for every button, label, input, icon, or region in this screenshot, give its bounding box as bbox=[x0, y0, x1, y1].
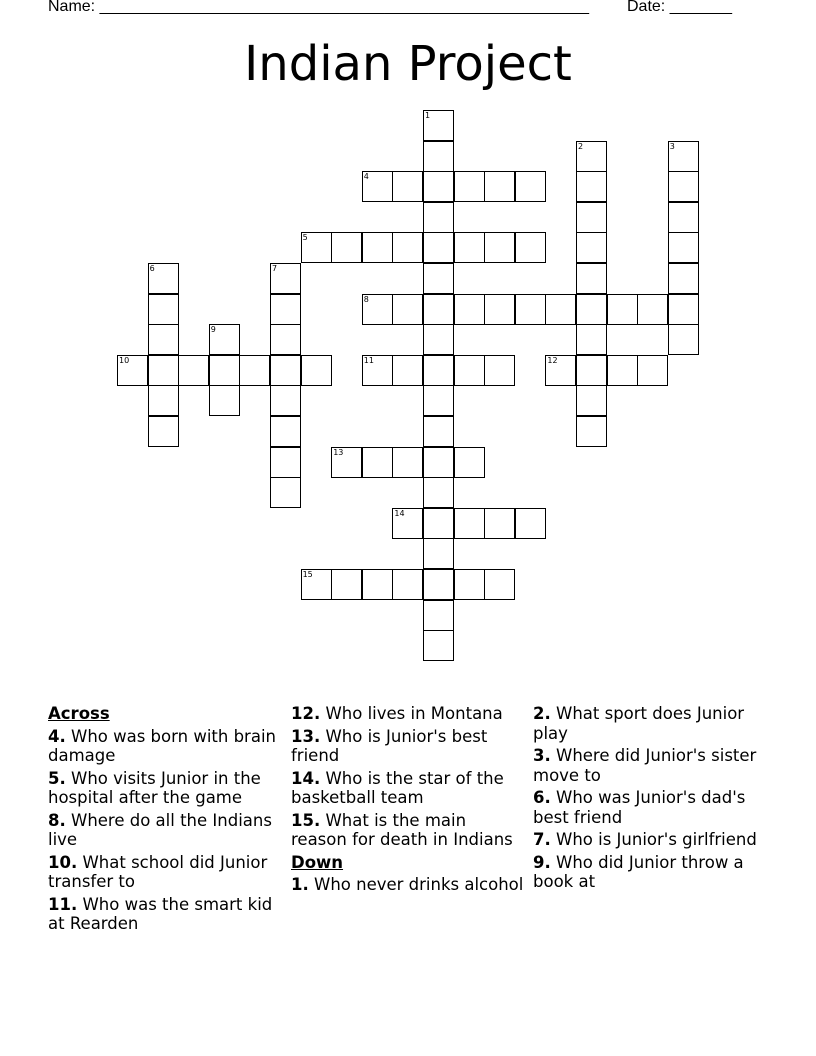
grid-cell[interactable] bbox=[148, 385, 179, 416]
clue-across-8: 8. Where do all the Indians live bbox=[48, 810, 272, 849]
clue-across-4: 4. Who was born with brain damage bbox=[48, 726, 276, 765]
grid-cell[interactable] bbox=[454, 232, 485, 263]
grid-cell[interactable] bbox=[423, 600, 454, 631]
clue-number: 3 bbox=[669, 141, 675, 151]
grid-cell[interactable] bbox=[607, 355, 638, 386]
clue-number: 10 bbox=[119, 355, 130, 365]
grid-cell[interactable] bbox=[668, 202, 699, 233]
grid-cell[interactable] bbox=[270, 324, 301, 355]
grid-cell[interactable] bbox=[484, 355, 515, 386]
grid-cell[interactable] bbox=[484, 569, 515, 600]
date-field-label: Date: _______ bbox=[627, 0, 732, 15]
grid-cell[interactable] bbox=[392, 294, 423, 325]
clue-number: 5 bbox=[302, 233, 308, 243]
clue-across-11: 11. Who was the smart kid at Rearden bbox=[48, 894, 273, 933]
clue-number: 14 bbox=[394, 508, 405, 518]
clue-number: 4 bbox=[363, 172, 369, 182]
clues-column-1 bbox=[48, 704, 284, 937]
grid-cell[interactable] bbox=[607, 294, 638, 325]
grid-cell[interactable] bbox=[270, 477, 301, 508]
grid-cell[interactable] bbox=[270, 416, 301, 447]
grid-cell[interactable] bbox=[576, 385, 607, 416]
grid-cell[interactable] bbox=[423, 324, 454, 355]
grid-cell[interactable] bbox=[423, 447, 454, 478]
clue-down-2: 2. What sport does Junior play bbox=[533, 704, 745, 743]
grid-cell[interactable] bbox=[423, 630, 454, 661]
grid-cell[interactable] bbox=[484, 508, 515, 539]
grid-cell[interactable] bbox=[423, 355, 454, 386]
grid-cell[interactable] bbox=[637, 294, 668, 325]
grid-cell[interactable] bbox=[576, 232, 607, 263]
grid-cell[interactable] bbox=[392, 171, 423, 202]
grid-cell[interactable] bbox=[270, 385, 301, 416]
grid-cell[interactable] bbox=[668, 171, 699, 202]
clues-column-2 bbox=[291, 704, 527, 898]
grid-cell[interactable] bbox=[392, 355, 423, 386]
grid-cell[interactable] bbox=[668, 324, 699, 355]
grid-cell[interactable] bbox=[545, 294, 576, 325]
grid-cell[interactable] bbox=[423, 263, 454, 294]
grid-cell[interactable] bbox=[454, 294, 485, 325]
grid-cell[interactable] bbox=[484, 171, 515, 202]
grid-cell[interactable] bbox=[515, 294, 546, 325]
grid-cell[interactable] bbox=[209, 355, 240, 386]
clue-across-10: 10. What school did Junior transfer to bbox=[48, 852, 268, 891]
grid-cell[interactable] bbox=[423, 538, 454, 569]
grid-cell[interactable] bbox=[668, 294, 699, 325]
clue-across-12: 12. Who lives in Montana bbox=[291, 704, 503, 723]
grid-cell[interactable] bbox=[148, 416, 179, 447]
clue-down-6: 6. Who was Junior's dad's best friend bbox=[533, 788, 746, 827]
grid-cell[interactable] bbox=[454, 569, 485, 600]
grid-cell[interactable] bbox=[576, 324, 607, 355]
across-heading: Across bbox=[48, 704, 110, 723]
grid-cell[interactable] bbox=[515, 171, 546, 202]
grid-cell[interactable] bbox=[423, 294, 454, 325]
clue-across-5: 5. Who visits Junior in the hospital after the game bbox=[48, 768, 261, 807]
grid-cell[interactable] bbox=[637, 355, 668, 386]
grid-cell[interactable] bbox=[423, 477, 454, 508]
clue-across-15: 15. What is the main reason for death in Indians bbox=[291, 810, 513, 849]
grid-cell[interactable] bbox=[668, 232, 699, 263]
clue-across-13: 13. Who is Junior's best friend bbox=[291, 726, 488, 765]
clue-number: 9 bbox=[210, 325, 216, 335]
grid-cell[interactable] bbox=[423, 141, 454, 172]
grid-cell[interactable] bbox=[576, 202, 607, 233]
clue-number: 1 bbox=[425, 111, 431, 120]
grid-cell[interactable] bbox=[576, 355, 607, 386]
clue-number: 6 bbox=[149, 264, 155, 273]
grid-cell[interactable] bbox=[331, 232, 362, 263]
grid-cell[interactable] bbox=[423, 232, 454, 263]
grid-cell[interactable] bbox=[392, 232, 423, 263]
clue-number: 11 bbox=[363, 355, 374, 365]
grid-cell[interactable] bbox=[515, 508, 546, 539]
grid-cell[interactable] bbox=[423, 416, 454, 447]
clues-column-3 bbox=[533, 704, 769, 895]
grid-cell[interactable] bbox=[148, 355, 179, 386]
grid-cell[interactable] bbox=[423, 171, 454, 202]
clue-number: 7 bbox=[272, 264, 278, 273]
grid-cell[interactable] bbox=[392, 569, 423, 600]
grid-cell[interactable] bbox=[362, 232, 393, 263]
grid-cell[interactable] bbox=[239, 355, 270, 386]
grid-cell[interactable] bbox=[148, 294, 179, 325]
down-heading: Down bbox=[291, 852, 344, 872]
clue-number: 8 bbox=[363, 294, 369, 304]
grid-cell[interactable] bbox=[454, 447, 485, 478]
clue-number: 12 bbox=[547, 355, 558, 365]
grid-cell[interactable] bbox=[668, 263, 699, 294]
grid-cell[interactable] bbox=[423, 508, 454, 539]
grid-cell[interactable] bbox=[576, 416, 607, 447]
grid-cell[interactable] bbox=[331, 569, 362, 600]
grid-cell[interactable] bbox=[423, 385, 454, 416]
grid-cell[interactable] bbox=[576, 263, 607, 294]
grid-cell[interactable] bbox=[454, 171, 485, 202]
grid-cell[interactable] bbox=[423, 202, 454, 233]
grid-cell[interactable] bbox=[270, 447, 301, 478]
grid-cell[interactable] bbox=[392, 447, 423, 478]
grid-cell[interactable] bbox=[515, 232, 546, 263]
grid-cell[interactable] bbox=[148, 324, 179, 355]
grid-cell[interactable] bbox=[301, 355, 332, 386]
grid-cell[interactable] bbox=[454, 355, 485, 386]
grid-cell[interactable] bbox=[484, 232, 515, 263]
grid-cell[interactable] bbox=[270, 355, 301, 386]
grid-cell[interactable] bbox=[576, 294, 607, 325]
grid-cell[interactable] bbox=[362, 569, 393, 600]
clue-number: 2 bbox=[578, 141, 584, 151]
grid-cell[interactable] bbox=[423, 569, 454, 600]
page-title: Indian Project bbox=[244, 36, 572, 92]
clue-down-1: 1. Who never drinks alcohol bbox=[291, 875, 524, 894]
clue-across-14: 14. Who is the star of the basketball team bbox=[291, 768, 504, 807]
clue-number: 15 bbox=[302, 570, 313, 579]
grid-cell[interactable] bbox=[362, 447, 393, 478]
clue-down-3: 3. Where did Junior's sister move to bbox=[533, 746, 757, 785]
clue-down-7: 7. Who is Junior's girlfriend bbox=[533, 830, 757, 849]
grid-cell[interactable] bbox=[454, 508, 485, 539]
grid-cell[interactable] bbox=[270, 294, 301, 325]
grid-cell[interactable] bbox=[209, 385, 240, 416]
clue-number: 13 bbox=[333, 447, 344, 457]
grid-cell[interactable] bbox=[576, 171, 607, 202]
name-field-label: Name: _______________________________________________________ bbox=[48, 0, 589, 15]
clue-down-9: 9. Who did Junior throw a book at bbox=[533, 852, 744, 891]
grid-cell[interactable] bbox=[484, 294, 515, 325]
grid-cell[interactable] bbox=[178, 355, 209, 386]
